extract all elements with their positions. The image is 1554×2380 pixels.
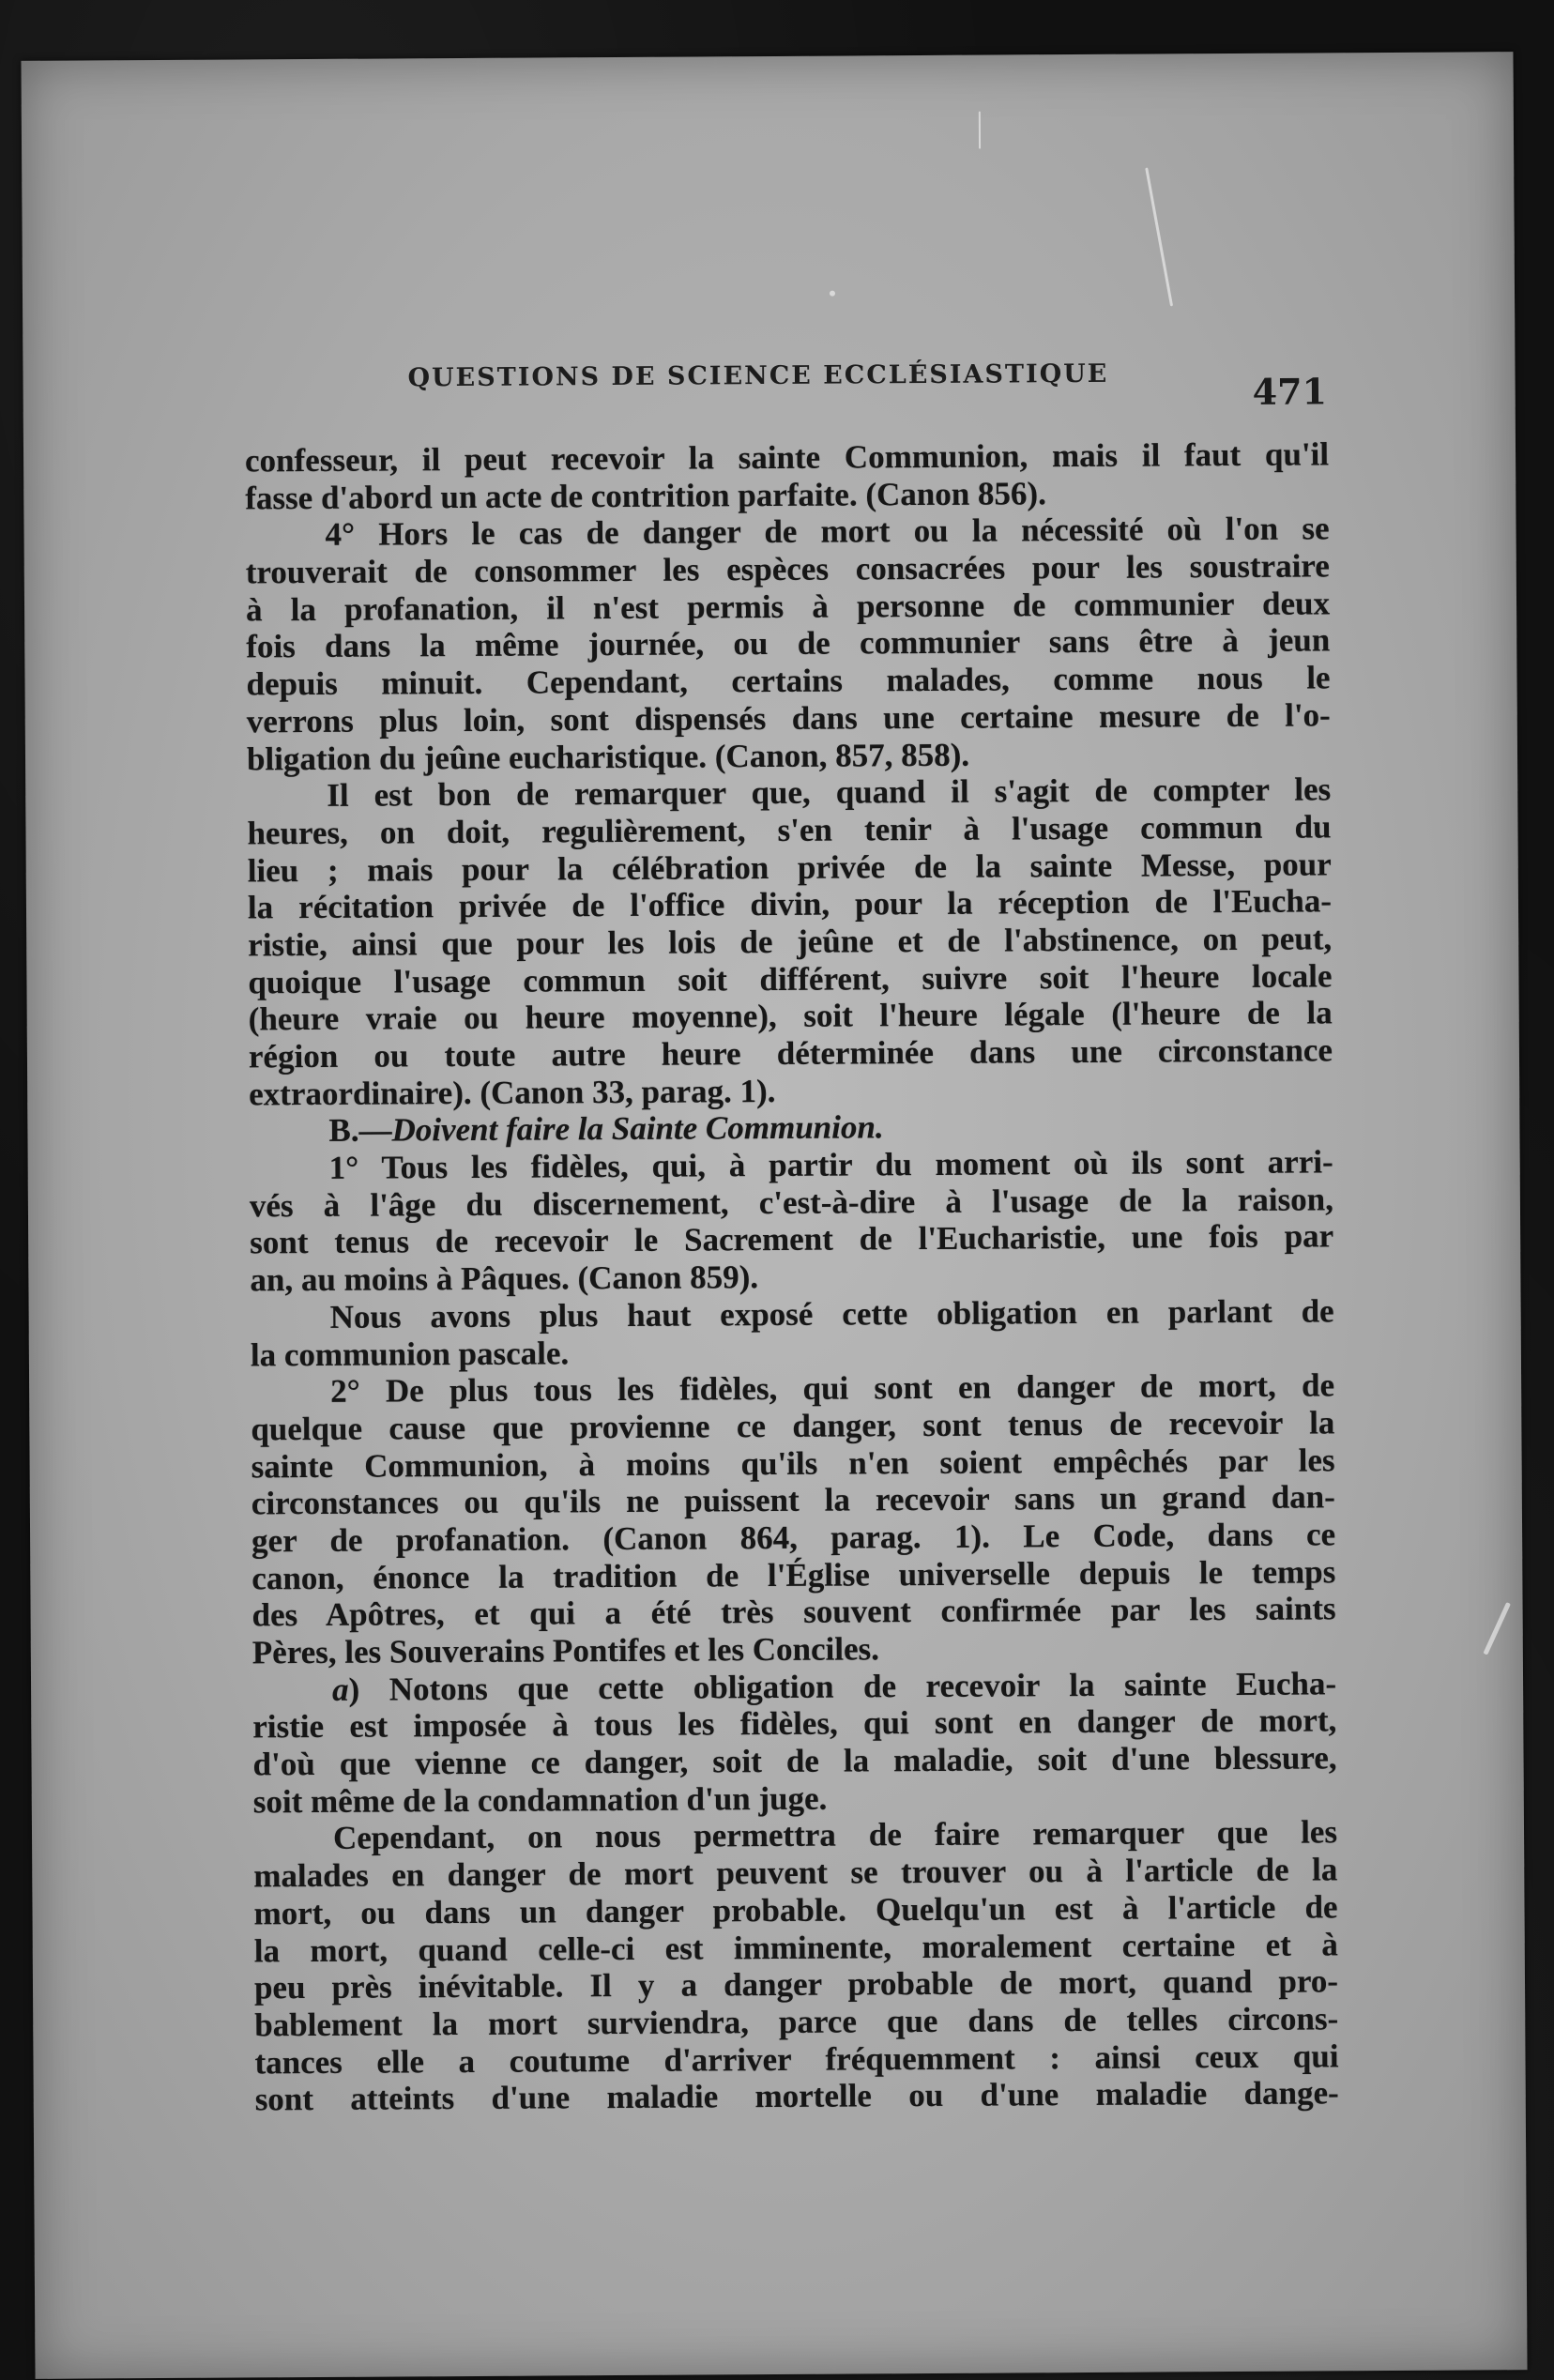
- text-line: peu près inévitable. Il y a danger probable de mort, quand pro-: [253, 1962, 1339, 2006]
- text-line: malades en danger de mort peuvent se trouver ou à l'article de la: [253, 1851, 1338, 1895]
- text-line: à la profanation, il n'est permis à personne de communier deux: [245, 585, 1331, 629]
- text-line: depuis minuit. Cependant, certains malades, comme nous le: [246, 659, 1331, 703]
- text-line: ristie est imposée à tous les fidèles, qui sont en danger de mort,: [252, 1701, 1337, 1746]
- text-line: quoique l'usage commun soit différent, suivre soit l'heure locale: [248, 956, 1333, 1001]
- book-page: [21, 52, 1527, 2379]
- text-line: heures, on doit, regulièrement, s'en tenir à l'usage commun du: [247, 808, 1332, 852]
- paragraph-letter: a: [331, 1671, 349, 1708]
- text-line: 1° Tous les fidèles, qui, à partir du moment où ils sont arri-: [328, 1143, 1333, 1186]
- text-line: 4° Hors le cas de danger de mort ou la nécessité où l'on se: [325, 510, 1330, 554]
- section-heading-b: [249, 1106, 1333, 1151]
- page-number: 471: [1252, 370, 1328, 413]
- text-line: des Apôtres, et qui a été très souvent confirmée par les saints: [251, 1590, 1336, 1634]
- paragraph-a-text: ) Notons que cette obligation de recevoir la sainte Eucha-: [348, 1665, 1337, 1708]
- text-line: mort, ou dans un danger probable. Quelqu'un est à l'article de: [253, 1888, 1338, 1932]
- film-scratch: [830, 291, 835, 297]
- text-line: sont tenus de recevoir le Sacrement de l'Eucharistie, une fois par: [250, 1217, 1334, 1261]
- film-scratch: [1483, 1602, 1511, 1655]
- text-line: confesseur, il peut recevoir la sainte Communion, mais il faut qu'il: [244, 435, 1330, 480]
- text-line: d'où que vienne ce danger, soit de la maladie, soit d'une blessure,: [252, 1739, 1337, 1783]
- text-line: soit même de la condamnation d'un juge.: [252, 1779, 828, 1821]
- body-text: [245, 435, 1339, 2118]
- text-line: la communion pascale.: [250, 1334, 570, 1373]
- text-line: verrons plus loin, sont dispensés dans une certaine mesure de l'o-: [246, 696, 1331, 740]
- text-line: ristie, ainsi que pour les lois de jeûne et de l'abstinence, on peut,: [248, 920, 1333, 964]
- text-line: sont atteints d'une maladie mortelle ou d'une maladie dange-: [254, 2074, 1339, 2118]
- text-line: vés à l'âge du discernement, c'est-à-dire à l'usage de la raison,: [249, 1181, 1334, 1225]
- text-line: bablement la mort surviendra, parce que dans de telles circons-: [254, 2000, 1339, 2044]
- text-line: la récitation privée de l'office divin, pour la réception de l'Eucha-: [247, 882, 1333, 926]
- text-line: (heure vraie ou heure moyenne), soit l'heure légale (l'heure de la: [248, 994, 1333, 1038]
- text-line: quelque cause que provienne ce danger, sont tenus de recevoir la: [251, 1404, 1335, 1448]
- film-scratch: [979, 112, 981, 149]
- paragraph-a: [252, 1665, 1336, 1709]
- running-head: QUESTIONS DE SCIENCE ECCLÉSIASTIQUE: [407, 359, 1109, 393]
- text-line: Cependant, on nous permettra de faire remarquer que les: [332, 1813, 1338, 1857]
- text-line: bligation du jeûne eucharistique. (Canon, 857, 858).: [246, 736, 970, 777]
- film-scratch: [1145, 167, 1173, 306]
- text-line: 2° De plus tous les fidèles, qui sont en danger de mort, de: [330, 1366, 1335, 1411]
- text-line: la mort, quand celle-ci est imminente, moralement certaine et à: [253, 1925, 1338, 1969]
- text-line: sainte Communion, à moins qu'ils n'en soient empêchés par les: [251, 1441, 1335, 1485]
- section-letter: B.—: [328, 1111, 392, 1150]
- text-line: extraordinaire). (Canon 33, parag. 1).: [249, 1072, 776, 1113]
- text-line: circonstances ou qu'ils ne puissent la recevoir sans un grand dan-: [251, 1478, 1335, 1522]
- text-line: Il est bon de remarquer que, quand il s'agit de compter les: [327, 770, 1332, 815]
- text-line: fois dans la même journée, ou de communier sans être à jeun: [246, 621, 1331, 665]
- text-line: canon, énonce la tradition de l'Église universelle depuis le temps: [251, 1552, 1336, 1597]
- text-line: lieu ; mais pour la célébration privée de la sainte Messe, pour: [247, 845, 1332, 889]
- section-title: Doivent faire la Sainte Communion.: [391, 1108, 884, 1149]
- text-line: région ou toute autre heure déterminée dans une circonstance: [248, 1031, 1333, 1076]
- text-line: tances elle a coutume d'arriver fréquemment : ainsi ceux qui: [254, 2037, 1339, 2081]
- text-line: ger de profanation. (Canon 864, parag. 1). Le Code, dans ce: [251, 1516, 1336, 1560]
- text-line: fasse d'abord un acte de contrition parfaite. (Canon 856).: [245, 474, 1047, 517]
- text-line: Pères, les Souverains Pontifes et les Conciles.: [251, 1630, 880, 1671]
- text-line: an, au moins à Pâques. (Canon 859).: [250, 1259, 759, 1299]
- text-line: trouverait de consommer les espèces consacrées pour les soustraire: [245, 547, 1330, 591]
- text-line: Nous avons plus haut exposé cette obligation en parlant de: [329, 1292, 1334, 1335]
